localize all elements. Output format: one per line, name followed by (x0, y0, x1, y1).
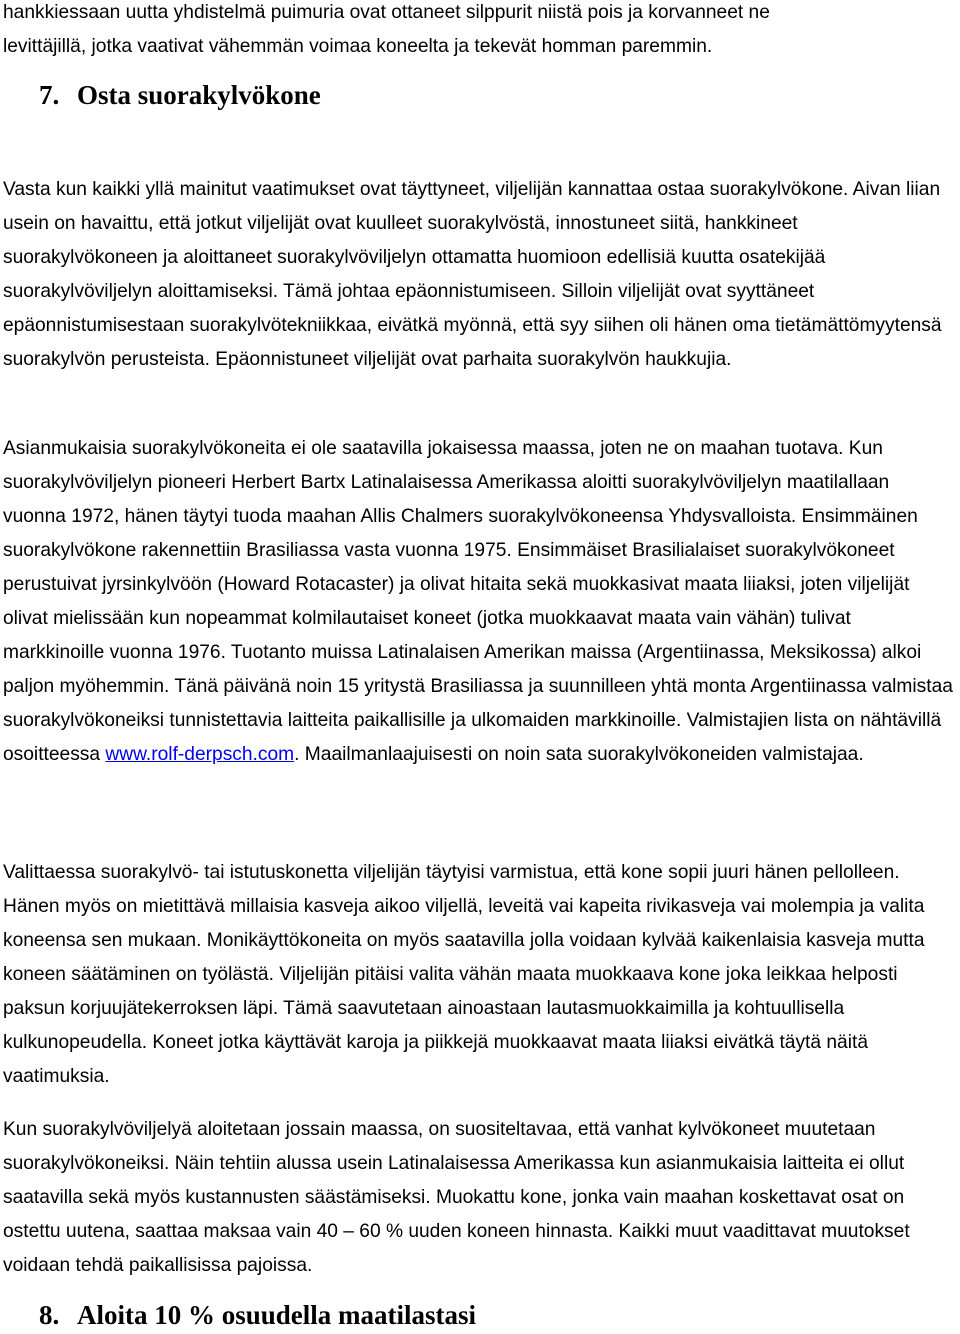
paragraph-1: Vasta kun kaikki yllä mainitut vaatimukset ovat täyttyneet, viljelijän kannattaa ostaa suorakylvökone. Aivan liian usein on havaittu, että jotkut viljelijät ovat kuulleet suorakylvöstä, innostuneet siitä, hankkineet suorakylvökoneen ja aloittaneet suorakylvöviljelyn ottamatta huomioon edellisiä kuutta osatekijää suorakylvöviljelyn aloittamiseksi. Tämä johtaa epäonnistumiseen. Silloin viljelijät ovat syyttäneet epäonnistumisestaan suorakylvötekniikkaa, eivätkä myönnä, että syy siihen oli hänen oma tietämättömyytensä suorakylvön perusteista. Epäonnistuneet viljelijät ovat parhaita suorakylvön haukkujia. (3, 179, 942, 370)
section-7-number: 7. (39, 80, 60, 110)
intro-line-2: levittäjillä, jotka vaativat vähemmän voimaa koneelta ja tekevät homman paremmin. (3, 36, 713, 57)
intro-paragraph (3, 0, 955, 64)
paragraph-3: Valittaessa suorakylvö- tai istutuskonetta viljelijän täytyisi varmistua, että kone sopii juuri hänen pellolleen. Hänen myös on mietittävä millaisia kasveja aikoo viljellä, leveitä vai kapeita rivikasveja vai molempia ja valita koneensa sen mukaan. Monikäyttökoneita on myös saatavilla jolla voidaan kylvää kaikenlaisia kasveja mutta koneen säätäminen on työlästä. Viljelijän pitäisi valita vähän maata muokkaava kone joka leikkaa helposti paksun korjuujätekerroksen läpi. Tämä saavutetaan ainoastaan lautasmuokkaimilla ja kohtuullisella kulkunopeudella. Koneet jotka käyttävät karoja ja piikkejä muokkaavat maata liiaksi eivätkä täytä näitä vaatimuksia. (3, 862, 925, 1087)
paragraph-4: Kun suorakylvöviljelyä aloitetaan jossain maassa, on suositeltavaa, että vanhat kylvökoneet muutetaan suorakylvökoneiksi. Näin tehtiin alussa usein Latinalaisessa Amerikassa kun asianmukaisia laitteita ei ollut saatavilla sekä myös kustannusten säästämiseksi. Muokattu kone, jonka vain maahan koskettavat osat on ostettu uutena, saattaa maksaa vain 40 – 60 % uuden koneen hinnasta. Kaikki muut vaadittavat muutokset voidaan tehdä paikallisissa pajoissa. (3, 1119, 910, 1276)
section-7-heading (39, 80, 321, 111)
section-7-title: Osta suorakylvökone (77, 80, 321, 110)
paragraph-2-tail: . Maailmanlaajuisesti on noin sata suorakylvökoneiden valmistajaa. (294, 744, 864, 765)
section-8-number: 8. (39, 1300, 60, 1330)
section-8-title: Aloita 10 % osuudella maatilastasi (77, 1300, 477, 1330)
intro-line-1: hankkiessaan uutta yhdistelmä puimuria ovat ottaneet silppurit niistä pois ja korvanneet ne (3, 2, 770, 23)
section-8-heading (39, 1300, 476, 1331)
paragraph-2-text: Asianmukaisia suorakylvökoneita ei ole saatavilla jokaisessa maassa, joten ne on maahan tuotava. Kun suorakylvöviljelyn pioneeri Herbert Bartx Latinalaisessa Amerikassa aloitti suorakylvöviljelyn maatilallaan vuonna 1972, hänen täytyi tuoda maahan Allis Chalmers suorakylvökoneensa Yhdysvalloista. Ensimmäinen suorakylvökone rakennettiin Brasiliassa vasta vuonna 1975. Ensimmäiset Brasilialaiset suorakylvökoneet perustuivat jyrsinkylvöön (Howard Rotacaster) ja olivat hitaita sekä muokkasivat maata liiaksi, joten viljelijät olivat mielissään kun nopeammat kolmilautaiset koneet (jotka muokkaavat maata vain vähän) tulivat markkinoille vuonna 1976. Tuotanto muissa Latinalaisen Amerikan maissa (Argentiinassa, Meksikossa) alkoi paljon myöhemmin. Tänä päivänä noin 15 yritystä Brasiliassa ja suunnilleen yhtä monta Argentiinassa valmistaa suorakylvökoneiksi tunnistettavia laitteita paikallisille ja ulkomaiden markkinoille. Valmistajien lista on nähtävillä osoitteessa (3, 438, 953, 765)
rolf-derpsch-link[interactable]: www.rolf-derpsch.com (105, 744, 295, 765)
paragraph-2 (3, 432, 955, 772)
